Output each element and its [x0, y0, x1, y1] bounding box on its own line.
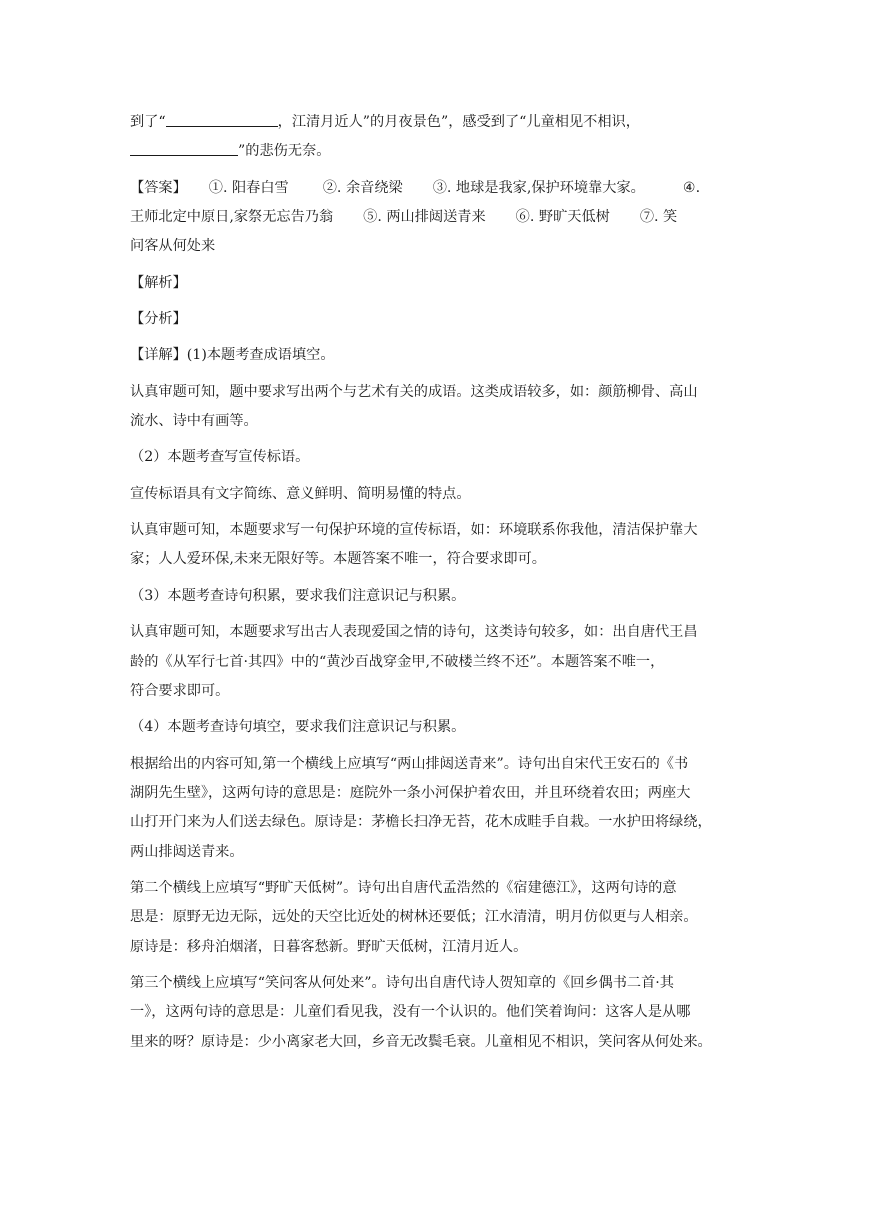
intro-text-2b: ”的悲伤无奈。: [238, 143, 331, 160]
answer-label: 【答案】: [130, 179, 187, 196]
detail-line: 思是：原野无边无际，远处的天空比近处的树林还要低；江水清清，明月仿似更与人相亲。: [130, 909, 698, 926]
detail-line: 根据给出的内容可知,第一个横线上应填写“两山排闼送青来”。诗句出自宋代王安石的《书: [130, 755, 689, 772]
detail-line: 认真审题可知，本题要求写出古人表现爱国之情的诗句，这类诗句较多，如：出自唐代王昌: [130, 624, 698, 641]
detail-line: 原诗是：移舟泊烟渚，日暮客愁新。野旷天低树，江清月近人。: [130, 938, 528, 955]
intro-text-1b: ，江清月近人”的月夜景色”，感受到了“儿童相见不相识，: [277, 114, 640, 130]
detail-line-1: [130, 341, 742, 370]
answer-line-2: [130, 203, 742, 232]
answer-item-4-num: ④.: [682, 179, 701, 196]
detail-line: 里来的呀？原诗是：少小离家老大回，乡音无改鬓毛衰。儿童相见不相识，笑问客从何处来。: [130, 1033, 712, 1050]
answer-blank: [130, 139, 238, 156]
answer-item-7-num: ⑦. 笑: [639, 209, 678, 226]
fenxi-heading: 【分析】: [130, 311, 187, 328]
answer-item-2: ②. 余音绕梁: [322, 179, 403, 196]
analysis-heading: 【解析】: [130, 274, 187, 291]
detail-line: 两山排闼送青来。: [130, 843, 244, 860]
answer-blank: [166, 110, 278, 127]
detail-line: （3）本题考查诗句积累，要求我们注意识记与积累。: [130, 587, 466, 604]
answer-item-4: 王师北定中原日,家祭无忘告乃翁: [130, 209, 334, 226]
detail-line: 第二个横线上应填写“野旷天低树”。诗句出自唐代孟浩然的《宿建德江》，这两句诗的意: [130, 879, 677, 896]
detail-label: 【详解】: [130, 347, 187, 364]
detail-line: 流水、诗中有画等。: [130, 413, 258, 430]
detail-line: 宣传标语具有文字简练、意义鲜明、简明易懂的特点。: [130, 485, 471, 502]
answer-item-6: ⑥. 野旷天低树: [515, 209, 610, 226]
answer-item-1: ①. 阳春白雪: [208, 179, 289, 196]
detail-line: 认真审题可知，本题要求写一句保护环境的宣传标语，如：环境联系你我他，清洁保护靠大: [130, 522, 698, 539]
answer-line-3: [130, 232, 742, 261]
detail-line: （4）本题考查诗句填空，要求我们注意识记与积累。: [130, 719, 466, 736]
detail-line: 符合要求即可。: [130, 682, 230, 699]
intro-line-1: [130, 108, 742, 137]
intro-line-2: [130, 137, 742, 166]
detail-line: 山打开门来为人们送去绿色。原诗是：茅檐长扫净无苔，花木成畦手自栽。一水护田将绿绕，: [130, 814, 712, 831]
detail-line: 一》，这两句诗的意思是：儿童们看见我，没有一个认识的。他们笑着询问：这客人是从哪: [130, 1004, 691, 1021]
detail-line: 湖阴先生壁》，这两句诗的意思是：庭院外一条小河保护着农田，并且环绕着农田；两座大: [130, 784, 691, 801]
document-body: [130, 108, 742, 1057]
detail-line: 认真审题可知，题中要求写出两个与艺术有关的成语。这类成语较多，如：颜筋柳骨、高山: [130, 383, 698, 400]
answer-line-1: [130, 174, 742, 203]
detail-text: (1)本题考查成语填空。: [186, 347, 335, 364]
detail-line: 家；人人爱环保,未来无限好等。本题答案不唯一，符合要求即可。: [130, 551, 546, 568]
detail-line: 第三个横线上应填写“笑问客从何处来”。诗句出自唐代诗人贺知章的《回乡偶书二首·其: [130, 974, 674, 991]
answer-item-5: ⑤. 两山排闼送青来: [363, 209, 486, 226]
detail-line: 龄的《从军行七首·其四》中的“黄沙百战穿金甲,不破楼兰终不还”。本题答案不唯一，: [130, 653, 665, 670]
detail-line: （2）本题考查写宣传标语。: [130, 449, 310, 466]
answer-item-7: 问客从何处来: [130, 238, 216, 255]
answer-item-3: ③. 地球是我家,保护环境靠大家。: [432, 179, 645, 196]
intro-text-1a: 到了“: [130, 114, 166, 130]
